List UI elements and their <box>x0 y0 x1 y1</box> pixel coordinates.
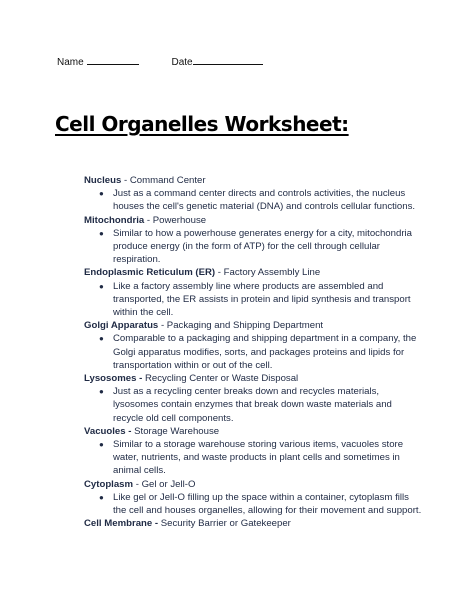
term-line <box>84 174 424 187</box>
description-item <box>99 187 424 213</box>
description-item <box>99 438 424 478</box>
term-line <box>84 478 424 491</box>
organelle-term: Golgi Apparatus <box>84 320 159 332</box>
organelle-subtitle: Recycling Center or Waste Disposal <box>142 373 299 385</box>
organelle-subtitle: - Factory Assembly Line <box>215 267 321 279</box>
organelle-entry-golgi <box>84 319 424 372</box>
organelle-term: Cytoplasm <box>84 478 134 490</box>
organelle-subtitle: - Powerhouse <box>144 214 207 226</box>
organelle-term: Endoplasmic Reticulum (ER) <box>84 267 216 279</box>
bullet-icon: ● <box>99 387 104 397</box>
organelle-entry-er <box>84 266 424 319</box>
term-line <box>84 266 424 279</box>
bullet-icon: ● <box>99 281 104 291</box>
organelle-subtitle: - Command Center <box>121 175 206 186</box>
organelle-entry-cytoplasm <box>84 478 424 518</box>
name-date-header <box>57 54 263 68</box>
description-list <box>84 280 424 320</box>
organelle-subtitle: - Gel or Jell-O <box>133 478 196 490</box>
organelle-entry-vacuoles <box>84 425 424 478</box>
organelle-term: Mitochondria <box>84 214 145 226</box>
organelle-term: Lysosomes - <box>84 373 143 385</box>
organelle-description: Just as a recycling center breaks down and recycles materials, lysosomes contain enzymes that break down waste materials and recycle old cell components. <box>113 386 392 424</box>
organelle-description: Comparable to a packaging and shipping department in a company, the Golgi apparatus modifies, sorts, and packages proteins and lipids for transportation within or out of the cell. <box>113 333 417 371</box>
organelle-description: Like a factory assembly line where products are assembled and transported, the ER assists in protein and lipid synthesis and transport within the cell. <box>113 280 411 319</box>
description-item <box>99 385 424 425</box>
description-item <box>99 227 424 267</box>
organelle-description: Just as a command center directs and controls activities, the nucleus houses the cell's genetic material (DNA) and controls cellular functions. <box>113 188 416 213</box>
description-list <box>84 187 424 213</box>
organelle-list <box>84 174 424 530</box>
description-list <box>84 491 424 517</box>
term-line <box>84 214 424 227</box>
name-label: Name <box>57 57 84 68</box>
organelle-entry-nucleus <box>84 174 424 214</box>
description-list <box>84 385 424 425</box>
organelle-entry-lysosomes <box>84 372 424 425</box>
bullet-icon: ● <box>99 492 104 502</box>
description-list <box>84 332 424 372</box>
organelle-entry-cell-membrane <box>84 517 424 530</box>
term-line <box>84 517 424 530</box>
worksheet-title: Cell Organelles Worksheet: <box>55 112 349 136</box>
bullet-icon: ● <box>99 189 104 199</box>
date-blank[interactable] <box>193 54 263 65</box>
organelle-description: Similar to a storage warehouse storing various items, vacuoles store water, nutrients, and waste products in plant cells and sometimes in animal cells. <box>113 439 404 477</box>
organelle-description: Similar to how a powerhouse generates energy for a city, mitochondria produce energy (in the form of ATP) for the cell through cellular respiration. <box>113 227 412 266</box>
organelle-description: Like gel or Jell-O filling up the space within a container, cytoplasm fills the cell and houses organelles, allowing for their movement and support. <box>113 491 422 517</box>
organelle-entry-mitochondria <box>84 214 424 267</box>
organelle-term: Cell Membrane - <box>84 518 159 530</box>
term-line <box>84 319 424 332</box>
term-line <box>84 425 424 438</box>
bullet-icon: ● <box>99 334 104 344</box>
date-field <box>171 54 262 68</box>
bullet-icon: ● <box>99 440 104 450</box>
description-item <box>99 332 424 372</box>
date-label: Date <box>171 57 193 68</box>
description-item <box>99 280 424 320</box>
description-item <box>99 491 424 517</box>
organelle-subtitle: - Packaging and Shipping Department <box>158 320 324 332</box>
organelle-subtitle: Security Barrier or Gatekeeper <box>158 518 291 530</box>
term-line <box>84 372 424 385</box>
description-list <box>84 227 424 267</box>
name-field <box>57 54 139 68</box>
bullet-icon: ● <box>99 228 104 238</box>
description-list <box>84 438 424 478</box>
name-blank[interactable] <box>87 54 139 65</box>
organelle-term: Nucleus <box>84 175 122 186</box>
organelle-term: Vacuoles - <box>84 425 132 437</box>
organelle-subtitle: Storage Warehouse <box>131 425 220 437</box>
